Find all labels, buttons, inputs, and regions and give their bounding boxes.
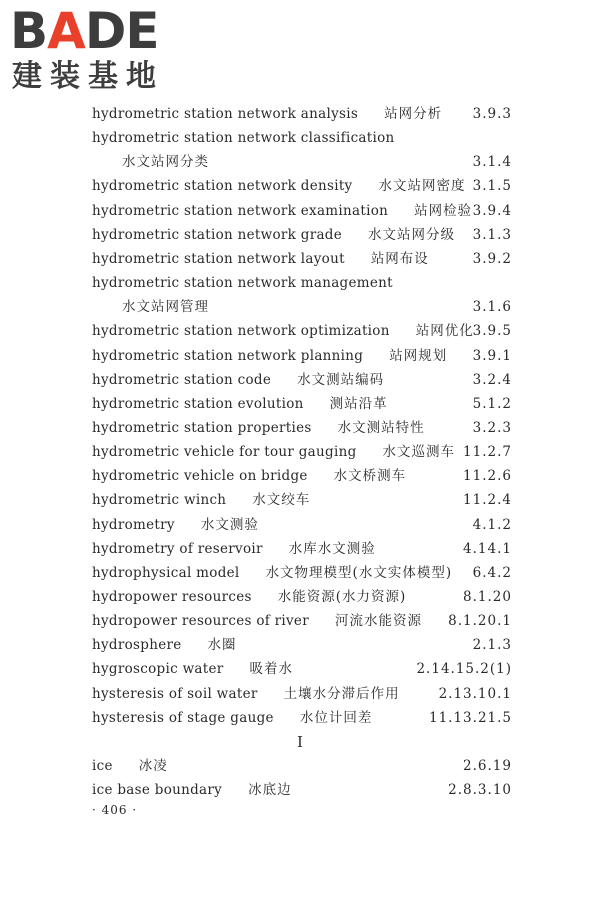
index-entry xyxy=(92,633,512,657)
entry-english-term: hydrometric station network grade xyxy=(92,226,343,243)
entry-english-term: hydrometric station properties xyxy=(92,419,312,436)
entry-section-number: 11.13.21.5 xyxy=(429,709,512,726)
entry-chinese-term: 水位计回差 xyxy=(299,709,373,726)
index-entry xyxy=(92,682,512,706)
entry-section-number: 3.1.4 xyxy=(472,154,512,171)
entry-chinese-term: 吸着水 xyxy=(249,661,294,678)
logo-letter-b: B xyxy=(10,2,48,60)
logo-letter-a: A xyxy=(47,2,85,60)
entry-english-term: hydrosphere xyxy=(92,637,182,654)
entry-chinese-term: 水文巡测车 xyxy=(382,444,456,461)
entry-english-term: hydrometric vehicle for tour gauging xyxy=(92,444,357,461)
entry-chinese-term: 水能资源(水力资源) xyxy=(277,589,407,605)
entry-section-number: 11.2.6 xyxy=(463,468,512,485)
entry-english-term: hydropower resources of river xyxy=(92,613,309,630)
index-entry xyxy=(92,199,512,223)
index-entry xyxy=(92,513,512,537)
entry-section-number: 3.9.1 xyxy=(472,347,512,364)
entry-chinese-term: 冰底边 xyxy=(248,782,292,799)
index-entry xyxy=(92,319,512,343)
entry-chinese-term: 土壤水分滞后作用 xyxy=(283,685,400,702)
entry-english-term: hydrometric station network density xyxy=(92,178,353,195)
entry-chinese-term: 水文站网管理 xyxy=(122,299,209,316)
entry-chinese-term: 水文站网密度 xyxy=(378,178,466,195)
entry-chinese-term: 站网布设 xyxy=(370,250,429,267)
entry-section-number: 2.13.10.1 xyxy=(438,685,512,702)
entry-section-number: 11.2.4 xyxy=(463,492,512,509)
index-entry xyxy=(92,537,512,561)
entry-section-number: 3.9.2 xyxy=(472,250,512,267)
entry-section-number: 3.2.4 xyxy=(472,371,512,388)
entry-section-number: 3.9.4 xyxy=(472,202,512,219)
entry-section-number: 2.6.19 xyxy=(463,758,512,775)
entry-chinese-term: 站网分析 xyxy=(384,106,443,122)
entry-english-term: hydrometric station network optimization xyxy=(92,323,390,340)
entry-section-number: 11.2.7 xyxy=(463,444,512,461)
index-entry xyxy=(92,464,512,488)
index-entry xyxy=(92,416,512,440)
index-entry xyxy=(92,150,512,174)
index-entry xyxy=(92,754,512,778)
entry-section-number: 8.1.20.1 xyxy=(448,613,512,630)
entry-english-term: hysteresis of stage gauge xyxy=(92,709,274,726)
index-entry xyxy=(92,488,512,512)
entry-chinese-term: 站网检验 xyxy=(414,202,473,219)
entry-english-term: hydrometric station evolution xyxy=(92,395,304,412)
entry-english-term: hydrometric station code xyxy=(92,371,272,388)
index-entry xyxy=(92,778,512,802)
entry-english-term: hydrometric station network classification xyxy=(92,130,395,147)
entry-section-number: 3.9.5 xyxy=(472,323,512,340)
entry-section-number: 8.1.20 xyxy=(463,589,512,605)
entry-english-term: hygroscopic water xyxy=(92,661,224,678)
entry-english-term: hydrometric station network analysis xyxy=(92,106,359,122)
bade-logo xyxy=(10,4,185,96)
entry-section-number: 4.14.1 xyxy=(463,540,512,557)
index-entry xyxy=(92,344,512,368)
entry-section-number: 6.4.2 xyxy=(472,564,512,581)
index-entry xyxy=(92,368,512,392)
index-entry xyxy=(92,295,512,319)
entry-english-term: hydrometric vehicle on bridge xyxy=(92,468,308,485)
entry-chinese-term: 冰凌 xyxy=(138,758,168,775)
section-letter-heading: I xyxy=(297,732,303,751)
entry-section-number: 3.9.3 xyxy=(472,106,512,122)
entry-english-term: ice xyxy=(92,758,113,775)
entry-chinese-term: 站网规划 xyxy=(389,347,448,364)
index-entry xyxy=(92,247,512,271)
entry-section-number: 3.1.6 xyxy=(472,299,512,316)
logo-letters-de: DE xyxy=(84,2,159,60)
index-entry xyxy=(92,174,512,198)
index-entry xyxy=(92,392,512,416)
entry-section-number: 2.1.3 xyxy=(472,637,512,654)
entry-chinese-term: 水文物理模型(水文实体模型) xyxy=(265,564,453,581)
entry-chinese-term: 水文站网分类 xyxy=(122,154,209,171)
entry-chinese-term: 测站沿革 xyxy=(329,395,388,412)
entry-english-term: hydrometric station network planning xyxy=(92,347,364,364)
index-entry xyxy=(92,706,512,730)
entry-english-term: hydropower resources xyxy=(92,589,252,605)
entry-chinese-term: 河流水能资源 xyxy=(334,613,422,630)
entry-chinese-term: 站网优化 xyxy=(415,323,474,340)
page-number: · 406 · xyxy=(92,803,138,817)
entry-section-number: 4.1.2 xyxy=(472,516,512,533)
entry-english-term: hydrometric winch xyxy=(92,492,227,509)
entry-english-term: hysteresis of soil water xyxy=(92,685,258,702)
entry-chinese-term: 水文测站编码 xyxy=(297,371,385,388)
entry-english-term: hydrometry of reservoir xyxy=(92,540,263,557)
entry-english-term: hydrometric station network management xyxy=(92,275,393,292)
index-entry xyxy=(92,561,512,585)
index-entry xyxy=(92,102,512,126)
logo-wordmark xyxy=(10,4,159,58)
entry-english-term: hydrometric station network layout xyxy=(92,250,345,267)
index-entry xyxy=(92,609,512,633)
index-entry xyxy=(92,585,512,609)
entry-section-number: 5.1.2 xyxy=(472,395,512,412)
index-entry xyxy=(92,657,512,681)
entry-english-term: hydrophysical model xyxy=(92,564,240,581)
entry-section-number: 3.1.3 xyxy=(472,226,512,243)
entry-section-number: 2.14.15.2(1) xyxy=(416,661,512,678)
index-entry xyxy=(92,440,512,464)
entry-chinese-term: 水圈 xyxy=(207,637,237,654)
index-entry xyxy=(92,126,512,150)
entry-chinese-term: 水文绞车 xyxy=(252,492,311,509)
entry-english-term: hydrometric station network examination xyxy=(92,202,389,219)
entry-english-term: ice base boundary xyxy=(92,782,223,799)
entry-chinese-term: 水文测验 xyxy=(200,516,259,533)
entry-chinese-term: 水文测站特性 xyxy=(337,419,425,436)
entry-chinese-term: 水文桥测车 xyxy=(333,468,407,485)
entry-chinese-term: 水文站网分级 xyxy=(368,226,456,243)
entry-section-number: 2.8.3.10 xyxy=(448,782,512,799)
index-entry xyxy=(92,271,512,295)
entry-english-term: hydrometry xyxy=(92,516,175,533)
index-entry xyxy=(92,223,512,247)
entry-chinese-term: 水库水文测验 xyxy=(288,540,376,557)
logo-subtitle: 建装基地 xyxy=(12,59,164,94)
entry-section-number: 3.1.5 xyxy=(472,178,512,195)
entry-section-number: 3.2.3 xyxy=(472,419,512,436)
